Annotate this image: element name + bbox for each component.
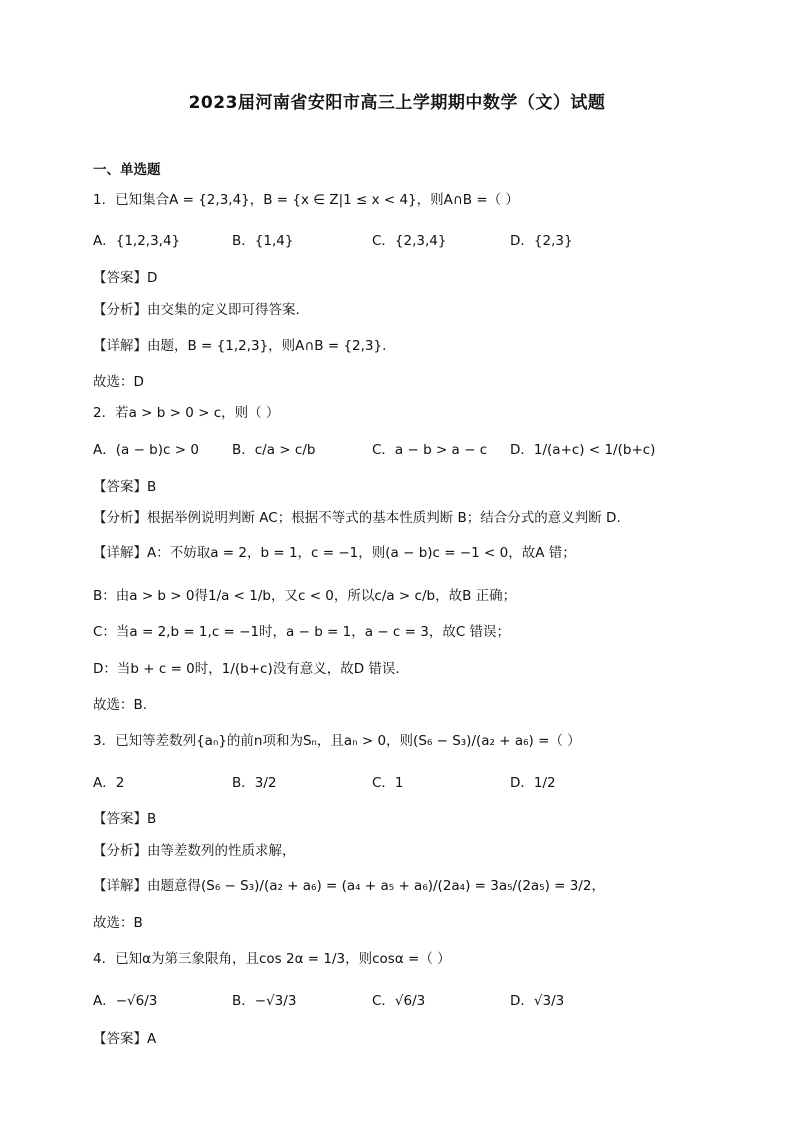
q3-answer: 【答案】B	[93, 811, 157, 827]
q2-option-c: C．a − b > a − c	[372, 442, 488, 458]
q3-stem: 3．已知等差数列{aₙ}的前n项和为Sₙ，且aₙ > 0，则(S₆ − S₃)/(a₂ + a₆) =（ ）	[93, 733, 581, 749]
q2-option-b: B．c/a > c/b	[232, 442, 316, 458]
q1-answer: 【答案】D	[93, 270, 158, 286]
q2-analysis: 【分析】根据举例说明判断 AC；根据不等式的基本性质判断 B；结合分式的意义判断 D.	[93, 510, 621, 526]
page-title: 2023届河南省安阳市高三上学期期中数学（文）试题	[188, 93, 606, 113]
q1-detail: 【详解】由题，B = {1,2,3}，则A∩B = {2,3}.	[93, 338, 387, 354]
q2-detail-a: 【详解】A：不妨取a = 2，b = 1，c = −1，则(a − b)c = −1 < 0，故A 错；	[93, 545, 576, 561]
q2-option-a: A．(a − b)c > 0	[93, 442, 199, 458]
q1-option-b: B．{1,4}	[232, 233, 294, 249]
q3-detail: 【详解】由题意得(S₆ − S₃)/(a₂ + a₆) = (a₄ + a₅ + a₆)/(2a₄) = 3a₅/(2a₅) = 3/2，	[93, 878, 606, 894]
q4-option-d: D．√3/3	[510, 993, 565, 1009]
q1-option-a: A．{1,2,3,4}	[93, 233, 181, 249]
section-heading: 一、单选题	[93, 162, 161, 178]
q2-answer: 【答案】B	[93, 479, 157, 495]
q2-choose: 故选：B.	[93, 697, 148, 713]
q2-detail-c: C：当a = 2,b = 1,c = −1时，a − b = 1，a − c = 3，故C 错误；	[93, 624, 511, 640]
q2-detail-d: D：当b + c = 0时，1/(b+c)没有意义，故D 错误.	[93, 661, 400, 677]
q3-choose: 故选：B	[93, 915, 143, 931]
q3-option-d: D．1/2	[510, 775, 556, 791]
q1-option-d: D．{2,3}	[510, 233, 573, 249]
q4-option-c: C．√6/3	[372, 993, 426, 1009]
q1-analysis: 【分析】由交集的定义即可得答案.	[93, 302, 300, 318]
q3-option-a: A．2	[93, 775, 125, 791]
q4-answer: 【答案】A	[93, 1031, 157, 1047]
q1-option-c: C．{2,3,4}	[372, 233, 447, 249]
q3-option-b: B．3/2	[232, 775, 277, 791]
q2-stem: 2．若a > b > 0 > c，则（ ）	[93, 405, 280, 421]
q4-stem: 4．已知α为第三象限角，且cos 2α = 1/3，则cosα =（ ）	[93, 951, 451, 967]
q2-option-d: D．1/(a+c) < 1/(b+c)	[510, 442, 656, 458]
q2-detail-b: B：由a > b > 0得1/a < 1/b，又c < 0，所以c/a > c/b，故B 正确；	[93, 588, 517, 604]
q1-stem: 1．已知集合A = {2,3,4}，B = {x ∈ Z|1 ≤ x < 4}，则A∩B =（ ）	[93, 192, 519, 208]
q1-choose: 故选：D	[93, 374, 144, 390]
q3-analysis: 【分析】由等差数列的性质求解，	[93, 843, 296, 859]
q4-option-b: B．−√3/3	[232, 993, 297, 1009]
q4-option-a: A．−√6/3	[93, 993, 158, 1009]
q3-option-c: C．1	[372, 775, 404, 791]
